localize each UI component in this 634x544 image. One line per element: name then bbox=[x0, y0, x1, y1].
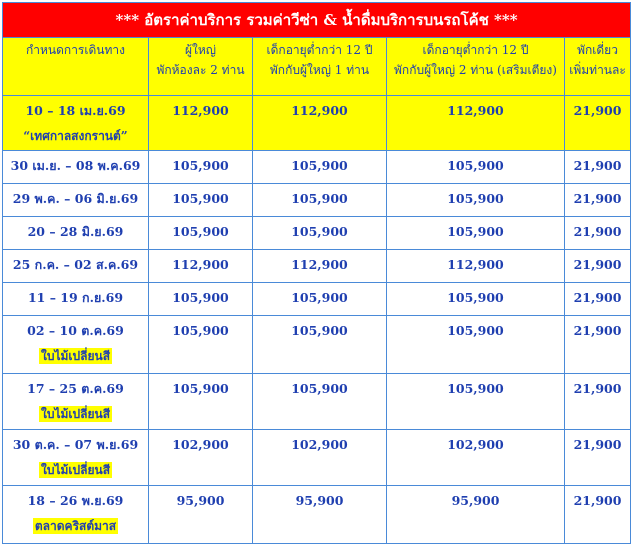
single-supplement-cell bbox=[565, 316, 631, 374]
table-row bbox=[3, 316, 631, 374]
single-supplement-cell bbox=[565, 250, 631, 283]
child-1-price-cell bbox=[253, 283, 387, 316]
single-supplement: 21,900 bbox=[573, 381, 622, 396]
travel-date: 20 – 28 มิ.ย.69 bbox=[27, 224, 124, 239]
single-supplement-cell bbox=[565, 486, 631, 544]
child-1-price: 105,900 bbox=[291, 381, 348, 396]
header-line: เด็กอายุต่ำกว่า 12 ปี bbox=[266, 43, 373, 57]
adult-price: 105,900 bbox=[172, 191, 229, 206]
header-line: เพิ่มท่านละ bbox=[569, 63, 626, 77]
header-line: กำหนดการเดินทาง bbox=[26, 43, 125, 57]
travel-date-cell bbox=[3, 250, 149, 283]
header-line: พักเดี่ยว bbox=[577, 43, 618, 57]
adult-price: 105,900 bbox=[172, 381, 229, 396]
child-1-price: 102,900 bbox=[291, 437, 348, 452]
event-tag: “เทศกาลสงกรานต์” bbox=[23, 129, 128, 143]
adult-price-cell bbox=[149, 96, 253, 151]
single-supplement: 21,900 bbox=[573, 224, 622, 239]
table-row bbox=[3, 96, 631, 151]
single-supplement-cell bbox=[565, 430, 631, 486]
single-supplement-cell bbox=[565, 283, 631, 316]
header-row bbox=[3, 38, 631, 96]
child-1-price-cell bbox=[253, 96, 387, 151]
travel-date: 30 ต.ค. – 07 พ.ย.69 bbox=[12, 437, 139, 452]
table-row bbox=[3, 486, 631, 544]
child-2-price: 95,900 bbox=[451, 493, 500, 508]
child-1-price: 105,900 bbox=[291, 158, 348, 173]
header-child-2 bbox=[387, 38, 565, 96]
header-line: พักกับผู้ใหญ่ 1 ท่าน bbox=[269, 63, 370, 77]
adult-price-cell bbox=[149, 184, 253, 217]
header-line: พักห้องละ 2 ท่าน bbox=[156, 63, 245, 77]
child-1-price-cell bbox=[253, 151, 387, 184]
single-supplement-cell bbox=[565, 151, 631, 184]
travel-date: 02 – 10 ต.ค.69 bbox=[27, 323, 124, 338]
adult-price-cell bbox=[149, 250, 253, 283]
adult-price-cell bbox=[149, 217, 253, 250]
single-supplement: 21,900 bbox=[573, 323, 622, 338]
adult-price: 105,900 bbox=[172, 224, 229, 239]
single-supplement-cell bbox=[565, 374, 631, 430]
child-1-price-cell bbox=[253, 217, 387, 250]
header-adult bbox=[149, 38, 253, 96]
header-line: ผู้ใหญ่ bbox=[184, 43, 217, 57]
child-2-price: 112,900 bbox=[447, 103, 504, 118]
single-supplement: 21,900 bbox=[573, 191, 622, 206]
child-2-price: 102,900 bbox=[447, 437, 504, 452]
single-supplement: 21,900 bbox=[573, 290, 622, 305]
child-2-price-cell bbox=[387, 486, 565, 544]
child-2-price: 105,900 bbox=[447, 224, 504, 239]
single-supplement: 21,900 bbox=[573, 158, 622, 173]
travel-date: 10 – 18 เม.ย.69 bbox=[25, 103, 126, 118]
travel-date: 30 เม.ย. – 08 พ.ค.69 bbox=[10, 158, 141, 173]
single-supplement: 21,900 bbox=[573, 437, 622, 452]
child-2-price-cell bbox=[387, 184, 565, 217]
single-supplement-cell bbox=[565, 96, 631, 151]
travel-date-cell bbox=[3, 486, 149, 544]
single-supplement-cell bbox=[565, 184, 631, 217]
travel-date-cell bbox=[3, 151, 149, 184]
travel-date: 25 ก.ค. – 02 ส.ค.69 bbox=[12, 257, 139, 272]
adult-price-cell bbox=[149, 151, 253, 184]
table-body bbox=[3, 96, 631, 544]
travel-date: 29 พ.ค. – 06 มิ.ย.69 bbox=[12, 191, 139, 206]
adult-price: 112,900 bbox=[172, 103, 229, 118]
header-single bbox=[565, 38, 631, 96]
travel-date: 11 – 19 ก.ย.69 bbox=[27, 290, 124, 305]
child-1-price: 105,900 bbox=[291, 191, 348, 206]
single-supplement: 21,900 bbox=[573, 257, 622, 272]
event-tag: ใบไม้เปลี่ยนสี bbox=[40, 349, 111, 363]
table-row bbox=[3, 374, 631, 430]
travel-date-cell bbox=[3, 374, 149, 430]
travel-date-cell bbox=[3, 217, 149, 250]
header-travel-dates bbox=[3, 38, 149, 96]
travel-date: 17 – 25 ต.ค.69 bbox=[27, 381, 124, 396]
travel-date-cell bbox=[3, 283, 149, 316]
child-1-price-cell bbox=[253, 374, 387, 430]
travel-date-cell bbox=[3, 430, 149, 486]
table-row bbox=[3, 250, 631, 283]
child-2-price: 105,900 bbox=[447, 323, 504, 338]
adult-price: 105,900 bbox=[172, 158, 229, 173]
table-row bbox=[3, 430, 631, 486]
child-1-price: 105,900 bbox=[291, 323, 348, 338]
single-supplement-cell bbox=[565, 217, 631, 250]
child-1-price-cell bbox=[253, 184, 387, 217]
adult-price: 105,900 bbox=[172, 323, 229, 338]
child-1-price: 95,900 bbox=[295, 493, 344, 508]
child-2-price-cell bbox=[387, 316, 565, 374]
table-title: *** อัตราค่าบริการ รวมค่าวีซ่า & น้ำดื่มบริการบนรถโค้ช *** bbox=[3, 3, 631, 38]
event-tag: ใบไม้เปลี่ยนสี bbox=[40, 463, 111, 477]
child-2-price: 105,900 bbox=[447, 381, 504, 396]
event-tag: ตลาดคริสต์มาส bbox=[34, 519, 117, 533]
adult-price: 102,900 bbox=[172, 437, 229, 452]
adult-price-cell bbox=[149, 374, 253, 430]
child-2-price-cell bbox=[387, 96, 565, 151]
child-2-price-cell bbox=[387, 430, 565, 486]
travel-date: 18 – 26 พ.ย.69 bbox=[27, 493, 124, 508]
child-2-price: 112,900 bbox=[447, 257, 504, 272]
travel-date-cell bbox=[3, 96, 149, 151]
child-2-price: 105,900 bbox=[447, 191, 504, 206]
child-2-price-cell bbox=[387, 151, 565, 184]
child-1-price: 112,900 bbox=[291, 103, 348, 118]
table-row bbox=[3, 217, 631, 250]
adult-price-cell bbox=[149, 430, 253, 486]
adult-price: 112,900 bbox=[172, 257, 229, 272]
child-1-price-cell bbox=[253, 486, 387, 544]
header-line: เด็กอายุต่ำกว่า 12 ปี bbox=[422, 43, 529, 57]
child-2-price-cell bbox=[387, 283, 565, 316]
travel-date-cell bbox=[3, 184, 149, 217]
price-table bbox=[2, 2, 631, 544]
table-row bbox=[3, 283, 631, 316]
child-2-price-cell bbox=[387, 374, 565, 430]
adult-price-cell bbox=[149, 486, 253, 544]
single-supplement: 21,900 bbox=[573, 103, 622, 118]
table-row bbox=[3, 184, 631, 217]
single-supplement: 21,900 bbox=[573, 493, 622, 508]
child-1-price-cell bbox=[253, 250, 387, 283]
child-1-price: 105,900 bbox=[291, 290, 348, 305]
child-2-price: 105,900 bbox=[447, 290, 504, 305]
child-2-price-cell bbox=[387, 217, 565, 250]
adult-price: 105,900 bbox=[172, 290, 229, 305]
adult-price-cell bbox=[149, 316, 253, 374]
travel-date-cell bbox=[3, 316, 149, 374]
header-line: พักกับผู้ใหญ่ 2 ท่าน (เสริมเตียง) bbox=[394, 63, 557, 77]
header-child-1 bbox=[253, 38, 387, 96]
child-1-price: 112,900 bbox=[291, 257, 348, 272]
event-tag: ใบไม้เปลี่ยนสี bbox=[40, 407, 111, 421]
adult-price-cell bbox=[149, 283, 253, 316]
adult-price: 95,900 bbox=[176, 493, 225, 508]
child-2-price-cell bbox=[387, 250, 565, 283]
table-row bbox=[3, 151, 631, 184]
child-2-price: 105,900 bbox=[447, 158, 504, 173]
child-1-price-cell bbox=[253, 316, 387, 374]
child-1-price-cell bbox=[253, 430, 387, 486]
child-1-price: 105,900 bbox=[291, 224, 348, 239]
